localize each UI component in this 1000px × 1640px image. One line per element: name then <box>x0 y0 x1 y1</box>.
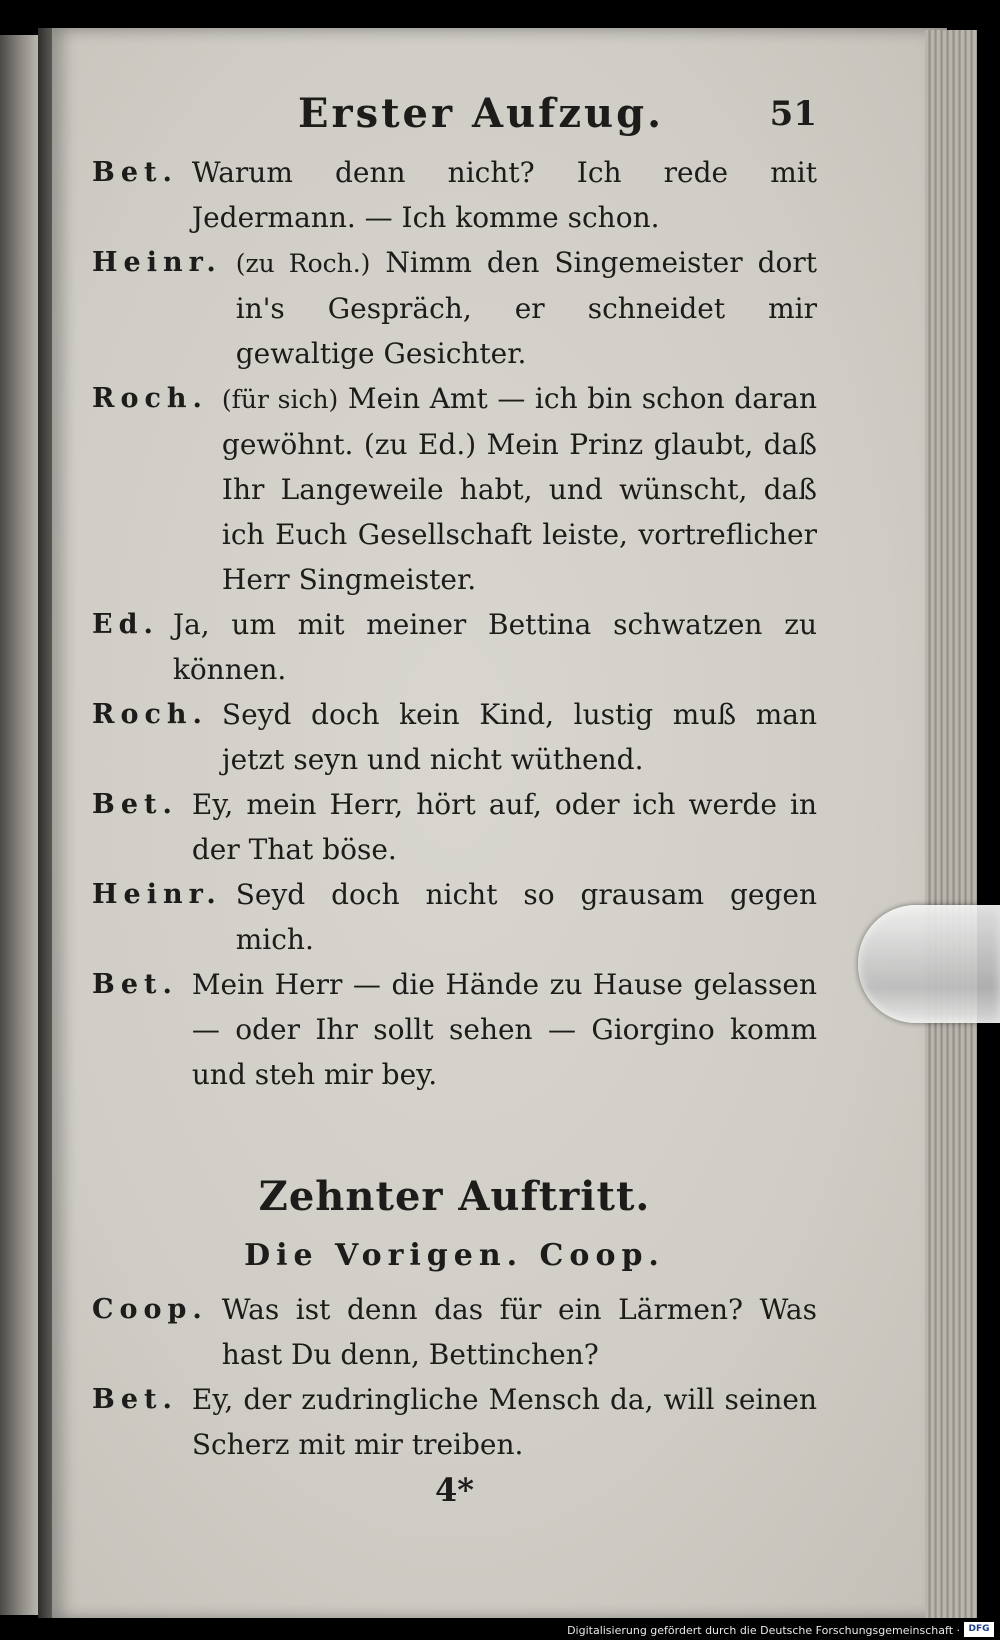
speech-text: Ey, mein Herr, hört auf, oder ich werde in der That böse. <box>191 788 817 866</box>
speech-text: Mein Amt — ich bin schon daran gewöhnt. (zu Ed.) Mein Prinz glaubt, daß Ihr Langeweile habt, und wünscht, daß ich Euch Gesellschaft leiste, vortreflicher Herr Singmeister. <box>221 382 817 596</box>
speech <box>92 692 817 782</box>
speech <box>92 240 817 376</box>
speech-text: Mein Herr — die Hände zu Hause gelassen — oder Ihr sollt sehen — Giorgino komm und steh mir bey. <box>191 968 817 1091</box>
digitization-footer <box>0 1618 1000 1640</box>
speaker-label: Heinr. <box>92 247 222 278</box>
speaker-label: Bet. <box>92 789 178 820</box>
speaker-label: Roch. <box>92 383 208 414</box>
speech <box>92 962 817 1097</box>
speaker-label: Ed. <box>92 609 159 640</box>
signature-mark: 4* <box>435 1471 474 1509</box>
speech-text: Warum denn nicht? Ich rede mit Jedermann. — Ich komme schon. <box>191 156 817 234</box>
page-holder-clip <box>858 905 1000 1023</box>
speech <box>92 602 817 692</box>
speech-text: Ja, um mit meiner Bettina schwatzen zu können. <box>172 608 817 686</box>
dialogue-part-1 <box>92 150 817 1097</box>
speaker-label: Bet. <box>92 969 178 1000</box>
dialogue-part-2 <box>92 1287 817 1467</box>
scene-characters: Die Vorigen. Coop. <box>244 1238 665 1273</box>
speech-text: Ey, der zudringliche Mensch da, will seinen Scherz mit mir treiben. <box>191 1383 817 1461</box>
page-number: 51 <box>769 94 817 134</box>
speech-text: Was ist denn das für ein Lärmen? Was hast Du denn, Bettinchen? <box>221 1293 817 1371</box>
book-gutter <box>38 28 52 1618</box>
speech-text: Seyd doch kein Kind, lustig muß man jetzt seyn und nicht wüthend. <box>221 698 817 776</box>
speech-text-container <box>236 240 817 376</box>
speaker-label: Coop. <box>92 1294 208 1325</box>
funding-credit: Digitalisierung gefördert durch die Deutsche Forschungsgemeinschaft · <box>567 1624 960 1637</box>
page-text-block <box>92 80 817 1511</box>
speech-text-container <box>222 376 817 602</box>
page-stack-edge <box>925 30 977 1618</box>
speech <box>92 1377 817 1467</box>
speech-text: Seyd doch nicht so grausam gegen mich. <box>235 878 817 956</box>
speech <box>92 872 817 962</box>
previous-page-edge <box>0 35 38 1615</box>
speaker-label: Roch. <box>92 699 208 730</box>
dfg-logo-icon: DFG <box>964 1622 994 1637</box>
stage-direction: (für sich) <box>221 385 339 414</box>
speech <box>92 376 817 602</box>
running-title: Erster Aufzug. <box>298 90 665 137</box>
speech <box>92 1287 817 1377</box>
speech <box>92 150 817 240</box>
speech-text: Nimm den Singemeister dort in's Gespräch, er schneidet mir gewaltige Gesichter. <box>235 246 817 370</box>
speaker-label: Bet. <box>92 157 178 188</box>
speaker-label: Heinr. <box>92 879 222 910</box>
scene-heading: Zehnter Auftritt. <box>258 1173 651 1220</box>
stage-direction: (zu Roch.) <box>235 249 371 278</box>
speaker-label: Bet. <box>92 1384 178 1415</box>
running-head <box>92 80 817 150</box>
speech <box>92 782 817 872</box>
